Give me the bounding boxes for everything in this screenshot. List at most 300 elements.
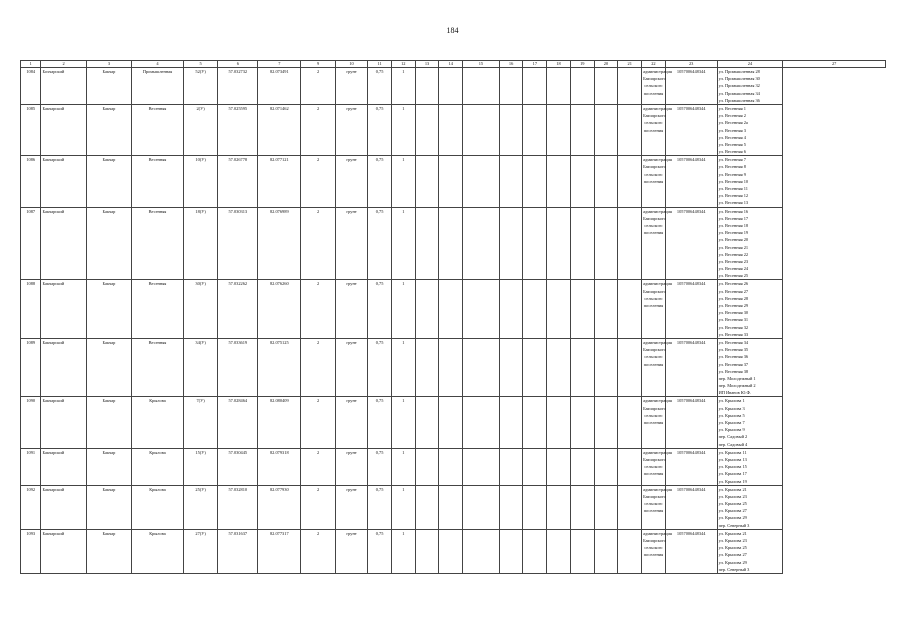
- addresses-cell: [717, 397, 783, 448]
- owner-line: поселения: [643, 303, 664, 308]
- locality-cell: Бакчар: [86, 529, 131, 573]
- locality-cell: Бакчар: [86, 485, 131, 529]
- volume-cell: 0,75: [368, 280, 392, 339]
- owner-line: сельского: [644, 295, 663, 301]
- quantity-cell: 1: [391, 280, 415, 339]
- address-line: ул. Весенняя 4: [718, 134, 746, 140]
- column-header: 13: [415, 61, 439, 68]
- column-header: 14: [439, 61, 463, 68]
- empty-cell: [523, 529, 547, 573]
- owner-line: поселения: [643, 420, 664, 425]
- empty-cell: [547, 485, 571, 529]
- empty-cell: [463, 397, 500, 448]
- owner-line: Бакчарского: [643, 538, 666, 543]
- quantity-cell: 1: [391, 397, 415, 448]
- column-header: 7: [258, 61, 301, 68]
- longitude-cell: 82.080409: [258, 397, 301, 448]
- empty-cell: [523, 207, 547, 280]
- owner-line: сельского: [644, 464, 663, 470]
- address-line: ул. Весенняя 18: [718, 222, 749, 228]
- owner-line: сельского: [644, 83, 663, 89]
- row-number-cell: 1093: [21, 529, 41, 573]
- latitude-cell: 57.025595: [218, 104, 258, 155]
- empty-cell: [499, 448, 523, 485]
- empty-cell: [499, 156, 523, 207]
- volume-cell: 0,75: [368, 529, 392, 573]
- owner-cell: [642, 397, 672, 448]
- empty-cell: [439, 68, 463, 105]
- column-header: 18: [547, 61, 571, 68]
- ogrn-cell: 1057006448344: [665, 156, 717, 207]
- empty-cell: [594, 397, 618, 448]
- empty-cell: [618, 104, 642, 155]
- empty-cell: [570, 485, 594, 529]
- quantity-cell: 1: [391, 68, 415, 105]
- longitude-cell: 82.076989: [258, 207, 301, 280]
- street-cell: Крылова: [132, 529, 184, 573]
- empty-cell: [618, 156, 642, 207]
- locality-cell: Бакчар: [86, 338, 131, 397]
- district-cell: Бакчарский: [41, 280, 86, 339]
- latitude-cell: 57.032732: [218, 68, 258, 105]
- empty-cell: [547, 156, 571, 207]
- empty-cell: [618, 207, 642, 280]
- owner-line: администрация: [643, 486, 672, 492]
- surface-cell: грунт: [335, 485, 367, 529]
- empty-cell: [570, 68, 594, 105]
- empty-cell: [570, 280, 594, 339]
- empty-cell: [463, 156, 500, 207]
- surface-cell: грунт: [335, 448, 367, 485]
- owner-line: Бакчарского: [643, 113, 666, 119]
- addresses-cell: [717, 68, 783, 105]
- address-line: ул. Весенняя 23: [718, 258, 749, 264]
- column-header: 24: [717, 61, 783, 68]
- longitude-cell: 82.075125: [258, 338, 301, 397]
- surface-cell: грунт: [335, 68, 367, 105]
- longitude-cell: 82.077317: [258, 529, 301, 573]
- owner-line: администрация: [643, 281, 672, 287]
- column-header: 5: [183, 61, 218, 68]
- latitude-cell: 57.026778: [218, 156, 258, 207]
- empty-cell: [618, 529, 642, 573]
- row-number-cell: 1088: [21, 280, 41, 339]
- count-cell: 2: [301, 280, 336, 339]
- surface-cell: грунт: [335, 207, 367, 280]
- longitude-cell: 82.077121: [258, 156, 301, 207]
- address-line: пер. Садовый 2: [718, 434, 748, 440]
- owner-line: сельского: [644, 354, 663, 360]
- latitude-cell: 57.032262: [218, 280, 258, 339]
- owner-line: сельского: [644, 412, 663, 418]
- locality-cell: Бакчар: [86, 68, 131, 105]
- empty-cell: [523, 68, 547, 105]
- address-line: ул. Крылова 23: [718, 538, 747, 543]
- empty-cell: [415, 68, 439, 105]
- latitude-cell: 57.033619: [218, 338, 258, 397]
- empty-cell: [547, 529, 571, 573]
- empty-cell: [570, 529, 594, 573]
- address-line: ул. Весенняя 29: [718, 303, 749, 308]
- quantity-cell: 1: [391, 207, 415, 280]
- address-line: ул. Крылова 27: [718, 508, 747, 514]
- address-line: ул. Весенняя 8: [718, 164, 746, 170]
- address-line: ул. Весенняя 35: [718, 347, 749, 353]
- address-line: ул. Весенняя 3: [718, 127, 746, 133]
- latitude-cell: 57.031637: [218, 529, 258, 573]
- ogrn-cell: 1057006448344: [665, 280, 717, 339]
- empty-cell: [594, 280, 618, 339]
- empty-cell: [415, 397, 439, 448]
- address-line: ул. Крылова 7: [718, 420, 745, 425]
- column-header: 23: [665, 61, 717, 68]
- address-line: ул. Весенняя 6: [718, 149, 746, 155]
- address-line: пер. Садовый 4: [718, 441, 748, 447]
- column-header: 4: [132, 61, 184, 68]
- address-line: пер. Северный 3: [718, 522, 750, 528]
- empty-cell: [594, 338, 618, 397]
- ogrn-cell: 1057006448344: [665, 207, 717, 280]
- row-number-cell: 1089: [21, 338, 41, 397]
- owner-line: Бакчарского: [643, 405, 666, 411]
- empty-cell: [570, 397, 594, 448]
- empty-cell: [463, 485, 500, 529]
- locality-cell: Бакчар: [86, 156, 131, 207]
- table-row: [21, 529, 886, 573]
- address-line: ул. Весенняя 36: [718, 354, 749, 360]
- owner-line: поселения: [643, 90, 664, 96]
- empty-cell: [439, 529, 463, 573]
- owner-line: сельского: [644, 171, 663, 177]
- volume-cell: 0,75: [368, 68, 392, 105]
- page-number: 184: [446, 26, 459, 35]
- empty-cell: [439, 397, 463, 448]
- column-header: 19: [570, 61, 594, 68]
- surface-cell: грунт: [335, 397, 367, 448]
- locality-cell: Бакчар: [86, 397, 131, 448]
- district-cell: Бакчарский: [41, 338, 86, 397]
- table-header-row: [21, 61, 886, 68]
- table-row: [21, 156, 886, 207]
- volume-cell: 0,75: [368, 104, 392, 155]
- address-line: ул. Весенняя 24: [718, 266, 749, 272]
- empty-cell: [499, 207, 523, 280]
- addresses-cell: [717, 207, 783, 280]
- address-line: ул. Крылова 23: [718, 493, 747, 499]
- owner-cell: [642, 338, 672, 397]
- ogrn-cell: 1057006448344: [665, 68, 717, 105]
- volume-cell: 0,75: [368, 207, 392, 280]
- empty-cell: [439, 207, 463, 280]
- row-number-cell: 1092: [21, 485, 41, 529]
- empty-cell: [547, 68, 571, 105]
- district-cell: Бакчарский: [41, 448, 86, 485]
- owner-line: поселения: [643, 471, 664, 477]
- volume-cell: 0,75: [368, 338, 392, 397]
- address-line: ул. Весенняя 28: [718, 295, 749, 301]
- owner-line: поселения: [643, 230, 664, 236]
- owner-cell: [642, 448, 672, 485]
- empty-cell: [463, 338, 500, 397]
- count-cell: 2: [301, 485, 336, 529]
- column-header: 15: [463, 61, 500, 68]
- address-line: ИП Иванов Ю.Ф.: [718, 390, 752, 396]
- address-line: ул. Промышленная 36: [718, 97, 760, 103]
- owner-line: администрация: [643, 105, 672, 111]
- address-line: ул. Крылова 15: [718, 464, 747, 470]
- empty-cell: [523, 485, 547, 529]
- empty-cell: [523, 104, 547, 155]
- address-line: ул. Промышленная 34: [718, 90, 760, 96]
- empty-cell: [547, 104, 571, 155]
- table-body: [21, 68, 886, 574]
- house-cell: 27(У): [183, 529, 218, 573]
- house-cell: 15(У): [183, 448, 218, 485]
- surface-cell: грунт: [335, 104, 367, 155]
- owner-line: администрация: [643, 449, 672, 455]
- address-line: ул. Крылова 25: [718, 501, 747, 507]
- table-row: [21, 448, 886, 485]
- empty-cell: [415, 529, 439, 573]
- owner-line: сельского: [644, 501, 663, 507]
- house-cell: 18(У): [183, 207, 218, 280]
- street-cell: Крылова: [132, 448, 184, 485]
- owner-line: Бакчарского: [643, 76, 666, 82]
- empty-cell: [618, 68, 642, 105]
- registry-table: [20, 60, 886, 574]
- volume-cell: 0,75: [368, 397, 392, 448]
- district-cell: Бакчарский: [41, 104, 86, 155]
- address-line: ул. Весенняя 11: [718, 186, 748, 191]
- count-cell: 2: [301, 397, 336, 448]
- address-line: ул. Весенняя 7: [718, 157, 746, 163]
- empty-cell: [415, 485, 439, 529]
- empty-cell: [499, 68, 523, 105]
- quantity-cell: 1: [391, 448, 415, 485]
- address-line: ул. Крылова 21: [718, 530, 747, 536]
- address-line: ул. Весенняя 19: [718, 230, 749, 236]
- address-line: ул. Весенняя 32: [718, 324, 749, 330]
- empty-cell: [594, 448, 618, 485]
- empty-cell: [594, 207, 618, 280]
- empty-cell: [594, 68, 618, 105]
- address-line: ул. Промышленная 32: [718, 83, 760, 89]
- empty-cell: [523, 397, 547, 448]
- address-line: ул. Весенняя 10: [718, 178, 749, 184]
- empty-cell: [570, 156, 594, 207]
- address-line: ул. Крылова 29: [718, 559, 747, 565]
- address-line: ул. Крылова 11: [718, 449, 747, 455]
- addresses-cell: [717, 280, 783, 339]
- address-line: ул. Весенняя 22: [718, 251, 749, 257]
- address-line: ул. Весенняя 12: [718, 193, 749, 199]
- ogrn-cell: 1057006448344: [665, 397, 717, 448]
- address-line: ул. Весенняя 2а: [718, 120, 748, 126]
- column-header: 11: [368, 61, 392, 68]
- count-cell: 2: [301, 207, 336, 280]
- quantity-cell: 1: [391, 529, 415, 573]
- quantity-cell: 1: [391, 104, 415, 155]
- ogrn-cell: 1057006448344: [665, 104, 717, 155]
- owner-line: поселения: [643, 178, 664, 184]
- empty-cell: [499, 338, 523, 397]
- quantity-cell: 1: [391, 156, 415, 207]
- empty-cell: [463, 280, 500, 339]
- owner-cell: [642, 529, 672, 573]
- addresses-cell: [717, 156, 783, 207]
- address-line: ул. Весенняя 26: [718, 281, 749, 287]
- count-cell: 2: [301, 448, 336, 485]
- addresses-cell: [717, 448, 783, 485]
- row-number-cell: 1091: [21, 448, 41, 485]
- empty-cell: [499, 104, 523, 155]
- volume-cell: 0,75: [368, 156, 392, 207]
- column-header: 2: [41, 61, 86, 68]
- address-line: пер. Молодежный 2: [718, 383, 756, 389]
- surface-cell: грунт: [335, 338, 367, 397]
- address-line: ул. Весенняя 20: [718, 237, 749, 243]
- empty-cell: [463, 104, 500, 155]
- empty-cell: [523, 156, 547, 207]
- empty-cell: [499, 397, 523, 448]
- empty-cell: [594, 156, 618, 207]
- district-cell: Бохчарский: [41, 68, 86, 105]
- volume-cell: 0,75: [368, 485, 392, 529]
- empty-cell: [618, 338, 642, 397]
- latitude-cell: 57.030313: [218, 207, 258, 280]
- empty-cell: [439, 104, 463, 155]
- owner-line: Бакчарского: [643, 493, 666, 499]
- address-line: ул. Весенняя 17: [718, 215, 749, 221]
- addresses-cell: [717, 529, 783, 573]
- address-line: ул. Весенняя 9: [718, 171, 746, 177]
- address-line: ул. Весенняя 27: [718, 288, 749, 294]
- owner-cell: [642, 104, 672, 155]
- surface-cell: грунт: [335, 529, 367, 573]
- empty-cell: [523, 448, 547, 485]
- empty-cell: [439, 448, 463, 485]
- empty-cell: [570, 104, 594, 155]
- row-number-cell: 1090: [21, 397, 41, 448]
- latitude-cell: 57.028464: [218, 397, 258, 448]
- addresses-cell: [717, 485, 783, 529]
- longitude-cell: 82.076260: [258, 280, 301, 339]
- volume-cell: 0,75: [368, 448, 392, 485]
- address-line: ул. Весенняя 16: [718, 208, 749, 214]
- empty-cell: [594, 485, 618, 529]
- district-cell: Бакчарский: [41, 485, 86, 529]
- house-cell: 7(У): [183, 397, 218, 448]
- empty-cell: [547, 448, 571, 485]
- house-cell: 30(У): [183, 280, 218, 339]
- count-cell: 2: [301, 68, 336, 105]
- owner-line: Бакчарского: [643, 215, 666, 221]
- column-header: 12: [391, 61, 415, 68]
- ogrn-cell: 1057006448344: [665, 485, 717, 529]
- owner-line: Бакчарского: [643, 347, 666, 353]
- table-row: [21, 485, 886, 529]
- owner-line: администрация: [643, 69, 672, 74]
- owner-line: администрация: [643, 530, 672, 536]
- address-line: ул. Крылова 19: [718, 478, 747, 484]
- empty-cell: [439, 485, 463, 529]
- address-line: пер. Молодежный 1: [718, 375, 756, 381]
- locality-cell: Бакчар: [86, 448, 131, 485]
- empty-cell: [570, 338, 594, 397]
- locality-cell: Бакчар: [86, 207, 131, 280]
- address-line: ул. Промышленная 28: [718, 69, 760, 74]
- empty-cell: [499, 485, 523, 529]
- count-cell: 2: [301, 104, 336, 155]
- empty-cell: [570, 207, 594, 280]
- ogrn-cell: 1057006448344: [665, 338, 717, 397]
- owner-line: администрация: [643, 339, 672, 345]
- house-cell: 10(У): [183, 156, 218, 207]
- locality-cell: Бакчар: [86, 280, 131, 339]
- address-line: ул. Весенняя 31: [718, 317, 749, 323]
- table-row: [21, 280, 886, 339]
- count-cell: 2: [301, 529, 336, 573]
- address-line: ул. Крылова 17: [718, 471, 747, 477]
- address-line: ул. Крылова 25: [718, 545, 747, 551]
- count-cell: 2: [301, 338, 336, 397]
- address-line: ул. Крылова 3: [718, 405, 745, 411]
- table-row: [21, 68, 886, 105]
- street-cell: Крылова: [132, 397, 184, 448]
- owner-line: сельского: [644, 120, 663, 126]
- locality-cell: Бакчар: [86, 104, 131, 155]
- ogrn-cell: 1057006448344: [665, 529, 717, 573]
- empty-cell: [415, 156, 439, 207]
- street-cell: Весенняя: [132, 104, 184, 155]
- column-header: 9: [301, 61, 336, 68]
- empty-cell: [547, 207, 571, 280]
- street-cell: Весенняя: [132, 207, 184, 280]
- latitude-cell: 57.030445: [218, 448, 258, 485]
- owner-cell: [642, 68, 672, 105]
- empty-cell: [547, 338, 571, 397]
- surface-cell: грунт: [335, 280, 367, 339]
- column-header: 1: [21, 61, 41, 68]
- empty-cell: [499, 280, 523, 339]
- owner-line: сельского: [644, 222, 663, 228]
- empty-cell: [499, 529, 523, 573]
- column-header: 21: [618, 61, 642, 68]
- address-line: ул. Крылова 13: [718, 456, 747, 462]
- address-line: ул. Крылова 9: [718, 427, 745, 433]
- empty-cell: [618, 485, 642, 529]
- house-cell: 2(У): [183, 104, 218, 155]
- address-line: ул. Весенняя 38: [718, 368, 749, 374]
- district-cell: Бакчарский: [41, 207, 86, 280]
- empty-cell: [415, 338, 439, 397]
- district-cell: Бакчарский: [41, 529, 86, 573]
- empty-cell: [463, 207, 500, 280]
- empty-cell: [439, 280, 463, 339]
- address-line: ул. Весенняя 34: [718, 339, 749, 345]
- empty-cell: [570, 448, 594, 485]
- address-line: ул. Весенняя 33: [718, 331, 749, 337]
- street-cell: Весенняя: [132, 156, 184, 207]
- address-line: ул. Весенняя 21: [718, 244, 749, 250]
- owner-line: администрация: [643, 398, 672, 404]
- address-line: ул. Крылова 21: [718, 486, 747, 492]
- district-cell: Бакчарский: [41, 397, 86, 448]
- longitude-cell: 82.073491: [258, 68, 301, 105]
- table-row: [21, 397, 886, 448]
- empty-cell: [547, 397, 571, 448]
- row-number-cell: 1087: [21, 207, 41, 280]
